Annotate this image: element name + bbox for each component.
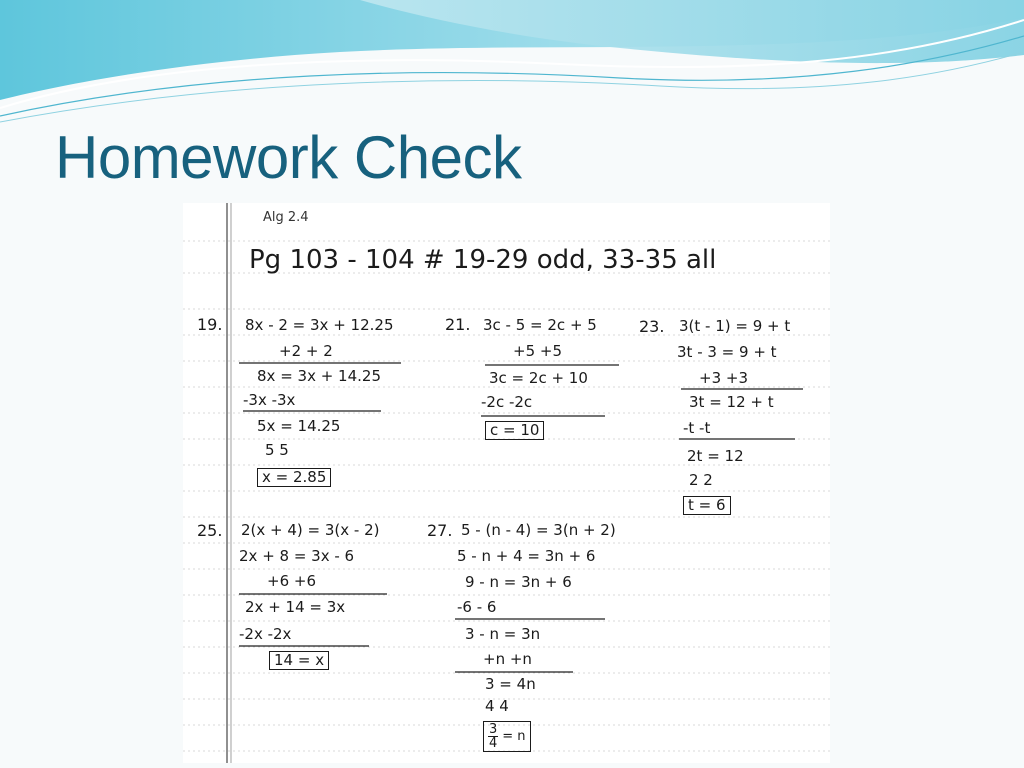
work-line: 3 = 4n — [485, 675, 536, 693]
answer-box: c = 10 — [485, 421, 544, 440]
work-line: 3(t - 1) = 9 + t — [679, 317, 791, 335]
work-line: -3x -3x — [243, 391, 296, 409]
work-line: 3 - n = 3n — [465, 625, 541, 643]
work-line: 2 2 — [689, 471, 713, 489]
problem-number: 23. — [639, 317, 665, 336]
work-line: 4 4 — [485, 697, 509, 715]
work-line: 5 5 — [265, 441, 289, 459]
problem-number: 27. — [427, 521, 453, 540]
problem-number: 21. — [445, 315, 471, 334]
work-line: +3 +3 — [699, 369, 748, 387]
work-line: -6 - 6 — [457, 598, 497, 616]
scanned-worksheet — [183, 203, 830, 763]
answer-box: x = 2.85 — [257, 468, 331, 487]
problem-number: 25. — [197, 521, 223, 540]
fraction-numerator: 3 — [489, 722, 498, 737]
answer-fraction — [488, 723, 498, 750]
decorative-wave-header — [0, 0, 1024, 130]
problem-number: 19. — [197, 315, 223, 334]
work-line: -2x -2x — [239, 625, 292, 643]
work-line: 2(x + 4) = 3(x - 2) — [241, 521, 380, 539]
work-line: 5x = 14.25 — [257, 417, 341, 435]
work-line: +5 +5 — [513, 342, 562, 360]
slide-title: Homework Check — [55, 124, 522, 191]
work-line: -2c -2c — [481, 393, 533, 411]
assignment-heading: Pg 103 - 104 # 19-29 odd, 33-35 all — [249, 245, 717, 275]
work-line: 2x + 8 = 3x - 6 — [239, 547, 355, 565]
answer-rest: = n — [502, 729, 526, 744]
work-line: 2t = 12 — [687, 447, 744, 465]
fraction-denominator: 4 — [489, 736, 498, 751]
work-line: +6 +6 — [267, 572, 316, 590]
work-line: 8x - 2 = 3x + 12.25 — [245, 316, 394, 334]
answer-box: t = 6 — [683, 496, 731, 515]
work-line: 9 - n = 3n + 6 — [465, 573, 572, 591]
work-line: +2 + 2 — [279, 342, 333, 360]
work-line: 3t - 3 = 9 + t — [677, 343, 777, 361]
work-line: 5 - (n - 4) = 3(n + 2) — [461, 521, 616, 539]
answer-box: 14 = x — [269, 651, 329, 670]
work-line: 8x = 3x + 14.25 — [257, 367, 381, 385]
work-line: -t -t — [683, 419, 711, 437]
work-line: 5 - n + 4 = 3n + 6 — [457, 547, 596, 565]
work-line: 2x + 14 = 3x — [245, 598, 346, 616]
work-line: +n +n — [483, 650, 532, 668]
course-label: Alg 2.4 — [263, 210, 309, 225]
work-line: 3c = 2c + 10 — [489, 369, 588, 387]
work-line: 3c - 5 = 2c + 5 — [483, 316, 597, 334]
work-line: 3t = 12 + t — [689, 393, 774, 411]
answer-box — [483, 721, 531, 752]
